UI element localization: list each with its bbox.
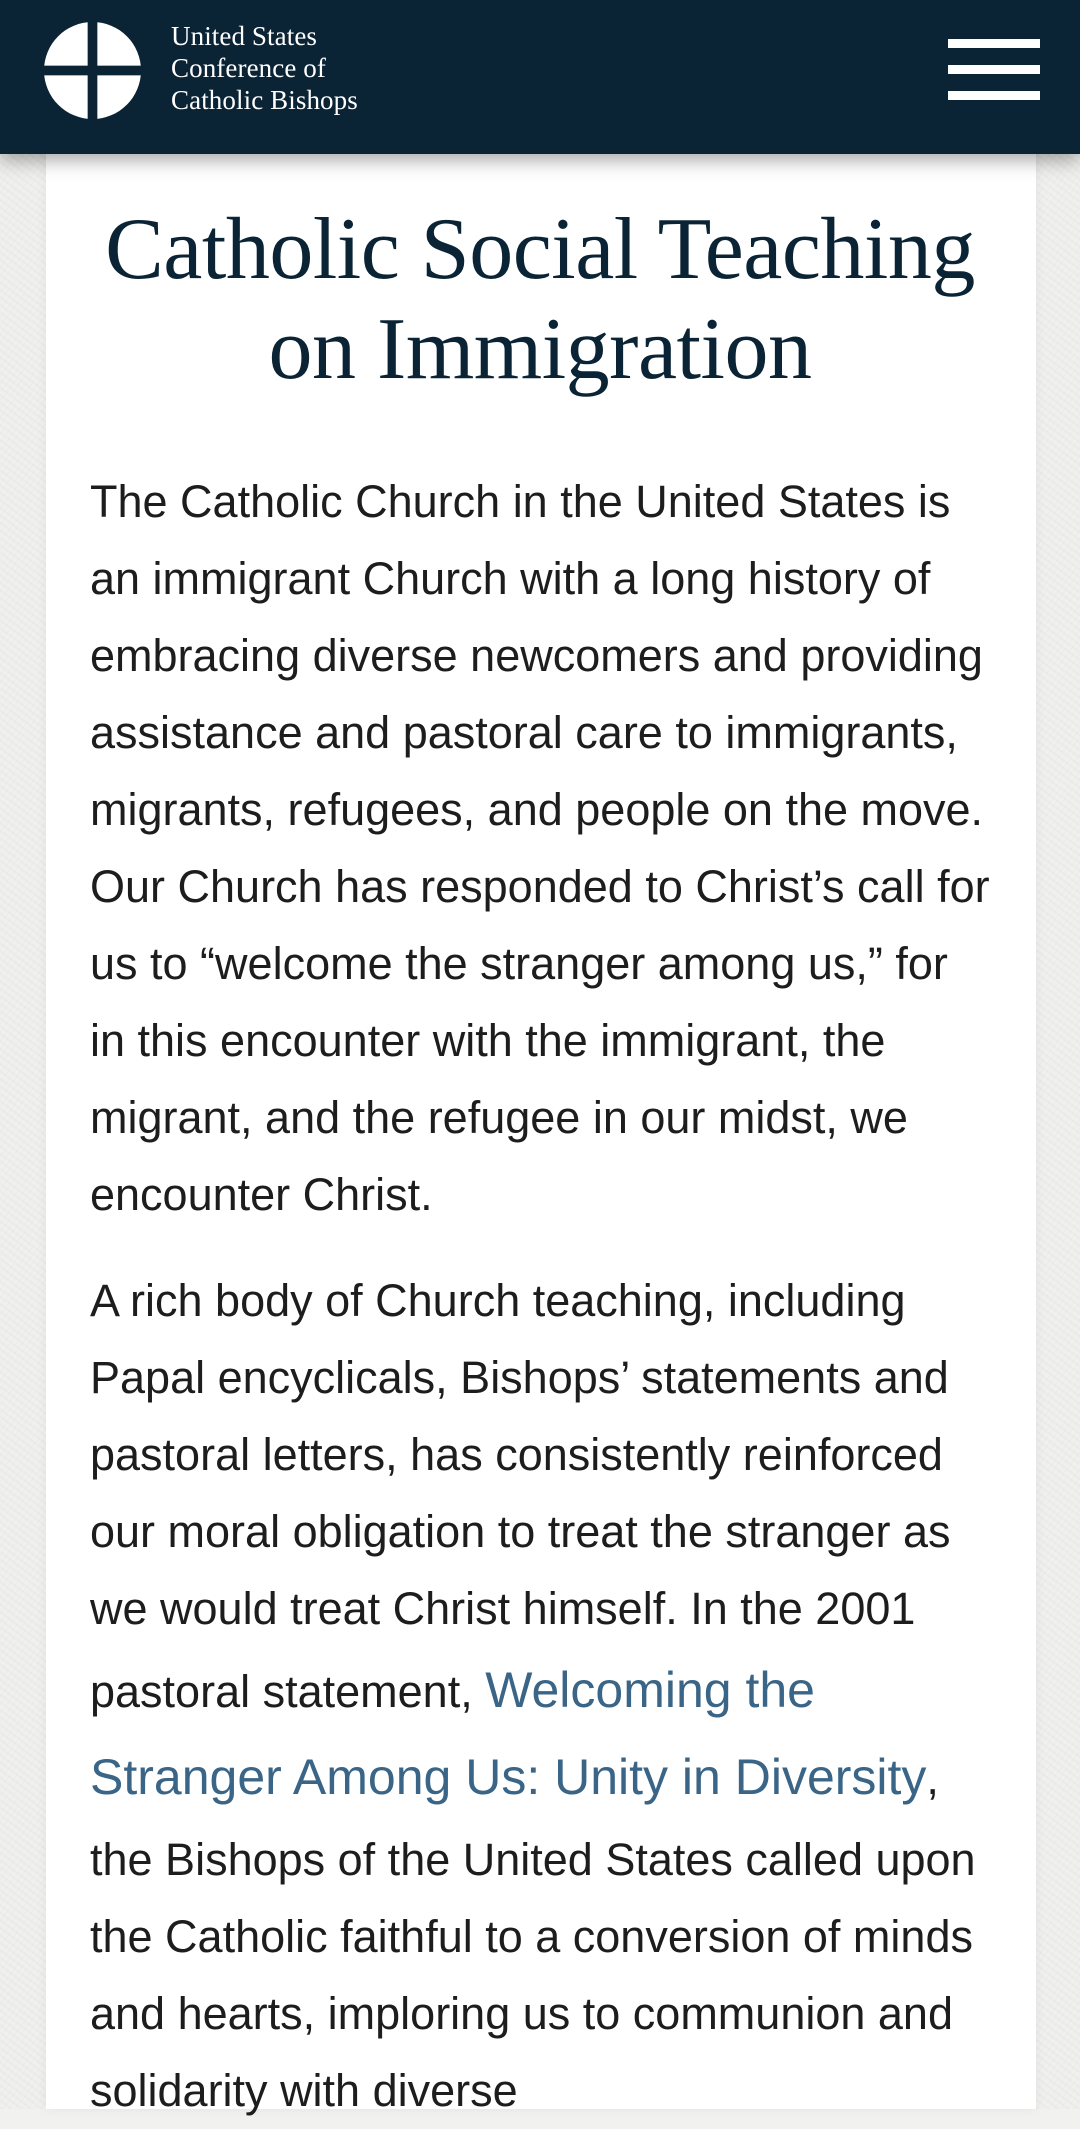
page-title-line-1: Catholic Social Teaching bbox=[105, 201, 975, 298]
paragraph-teaching-text-end: , the Bishops of the United States called upon the Catholic faithful to a conversion of minds and hearts, imploring us to communion and solidarity with diverse bbox=[90, 1753, 976, 2116]
menu-bar-middle bbox=[948, 65, 1040, 74]
paragraph-teaching-text-start: A rich body of Church teaching, including Papal encyclicals, Bishops’ statements and pastoral letters, has consistently reinforced our moral obligation to treat the stranger as we would treat Christ himself. In the 2001 pastoral statement, bbox=[90, 1275, 951, 1717]
logo-line-3: Catholic Bishops bbox=[171, 85, 358, 115]
logo-line-1: United States bbox=[171, 21, 318, 51]
hamburger-menu-icon[interactable] bbox=[944, 36, 1040, 108]
page-title bbox=[46, 200, 1034, 400]
welcoming-the-stranger-link[interactable]: Welcoming the Stranger Among Us: Unity in Diversity bbox=[90, 1662, 927, 1805]
page-title-line-2: on Immigration bbox=[268, 301, 812, 398]
logo-wordmark bbox=[171, 20, 358, 116]
menu-bar-bottom bbox=[948, 91, 1040, 100]
menu-bar-top bbox=[948, 39, 1040, 48]
paragraph-intro: The Catholic Church in the United States is an immigrant Church with a long history of embracing diverse newcomers and providing assistance and pastoral care to immigrants, migrants, refugees, and people on the move. Our Church has responded to Christ’s call for us to “welcome the stranger among us,” for in this encounter with the immigrant, the migrant, and the refugee in our midst, we encounter Christ. bbox=[90, 476, 990, 1220]
logo-line-2: Conference of bbox=[171, 53, 326, 83]
cross-in-circle-icon bbox=[44, 22, 141, 119]
article-body bbox=[90, 463, 995, 2129]
paragraph-teaching bbox=[90, 1262, 995, 2129]
site-header bbox=[0, 0, 1080, 154]
